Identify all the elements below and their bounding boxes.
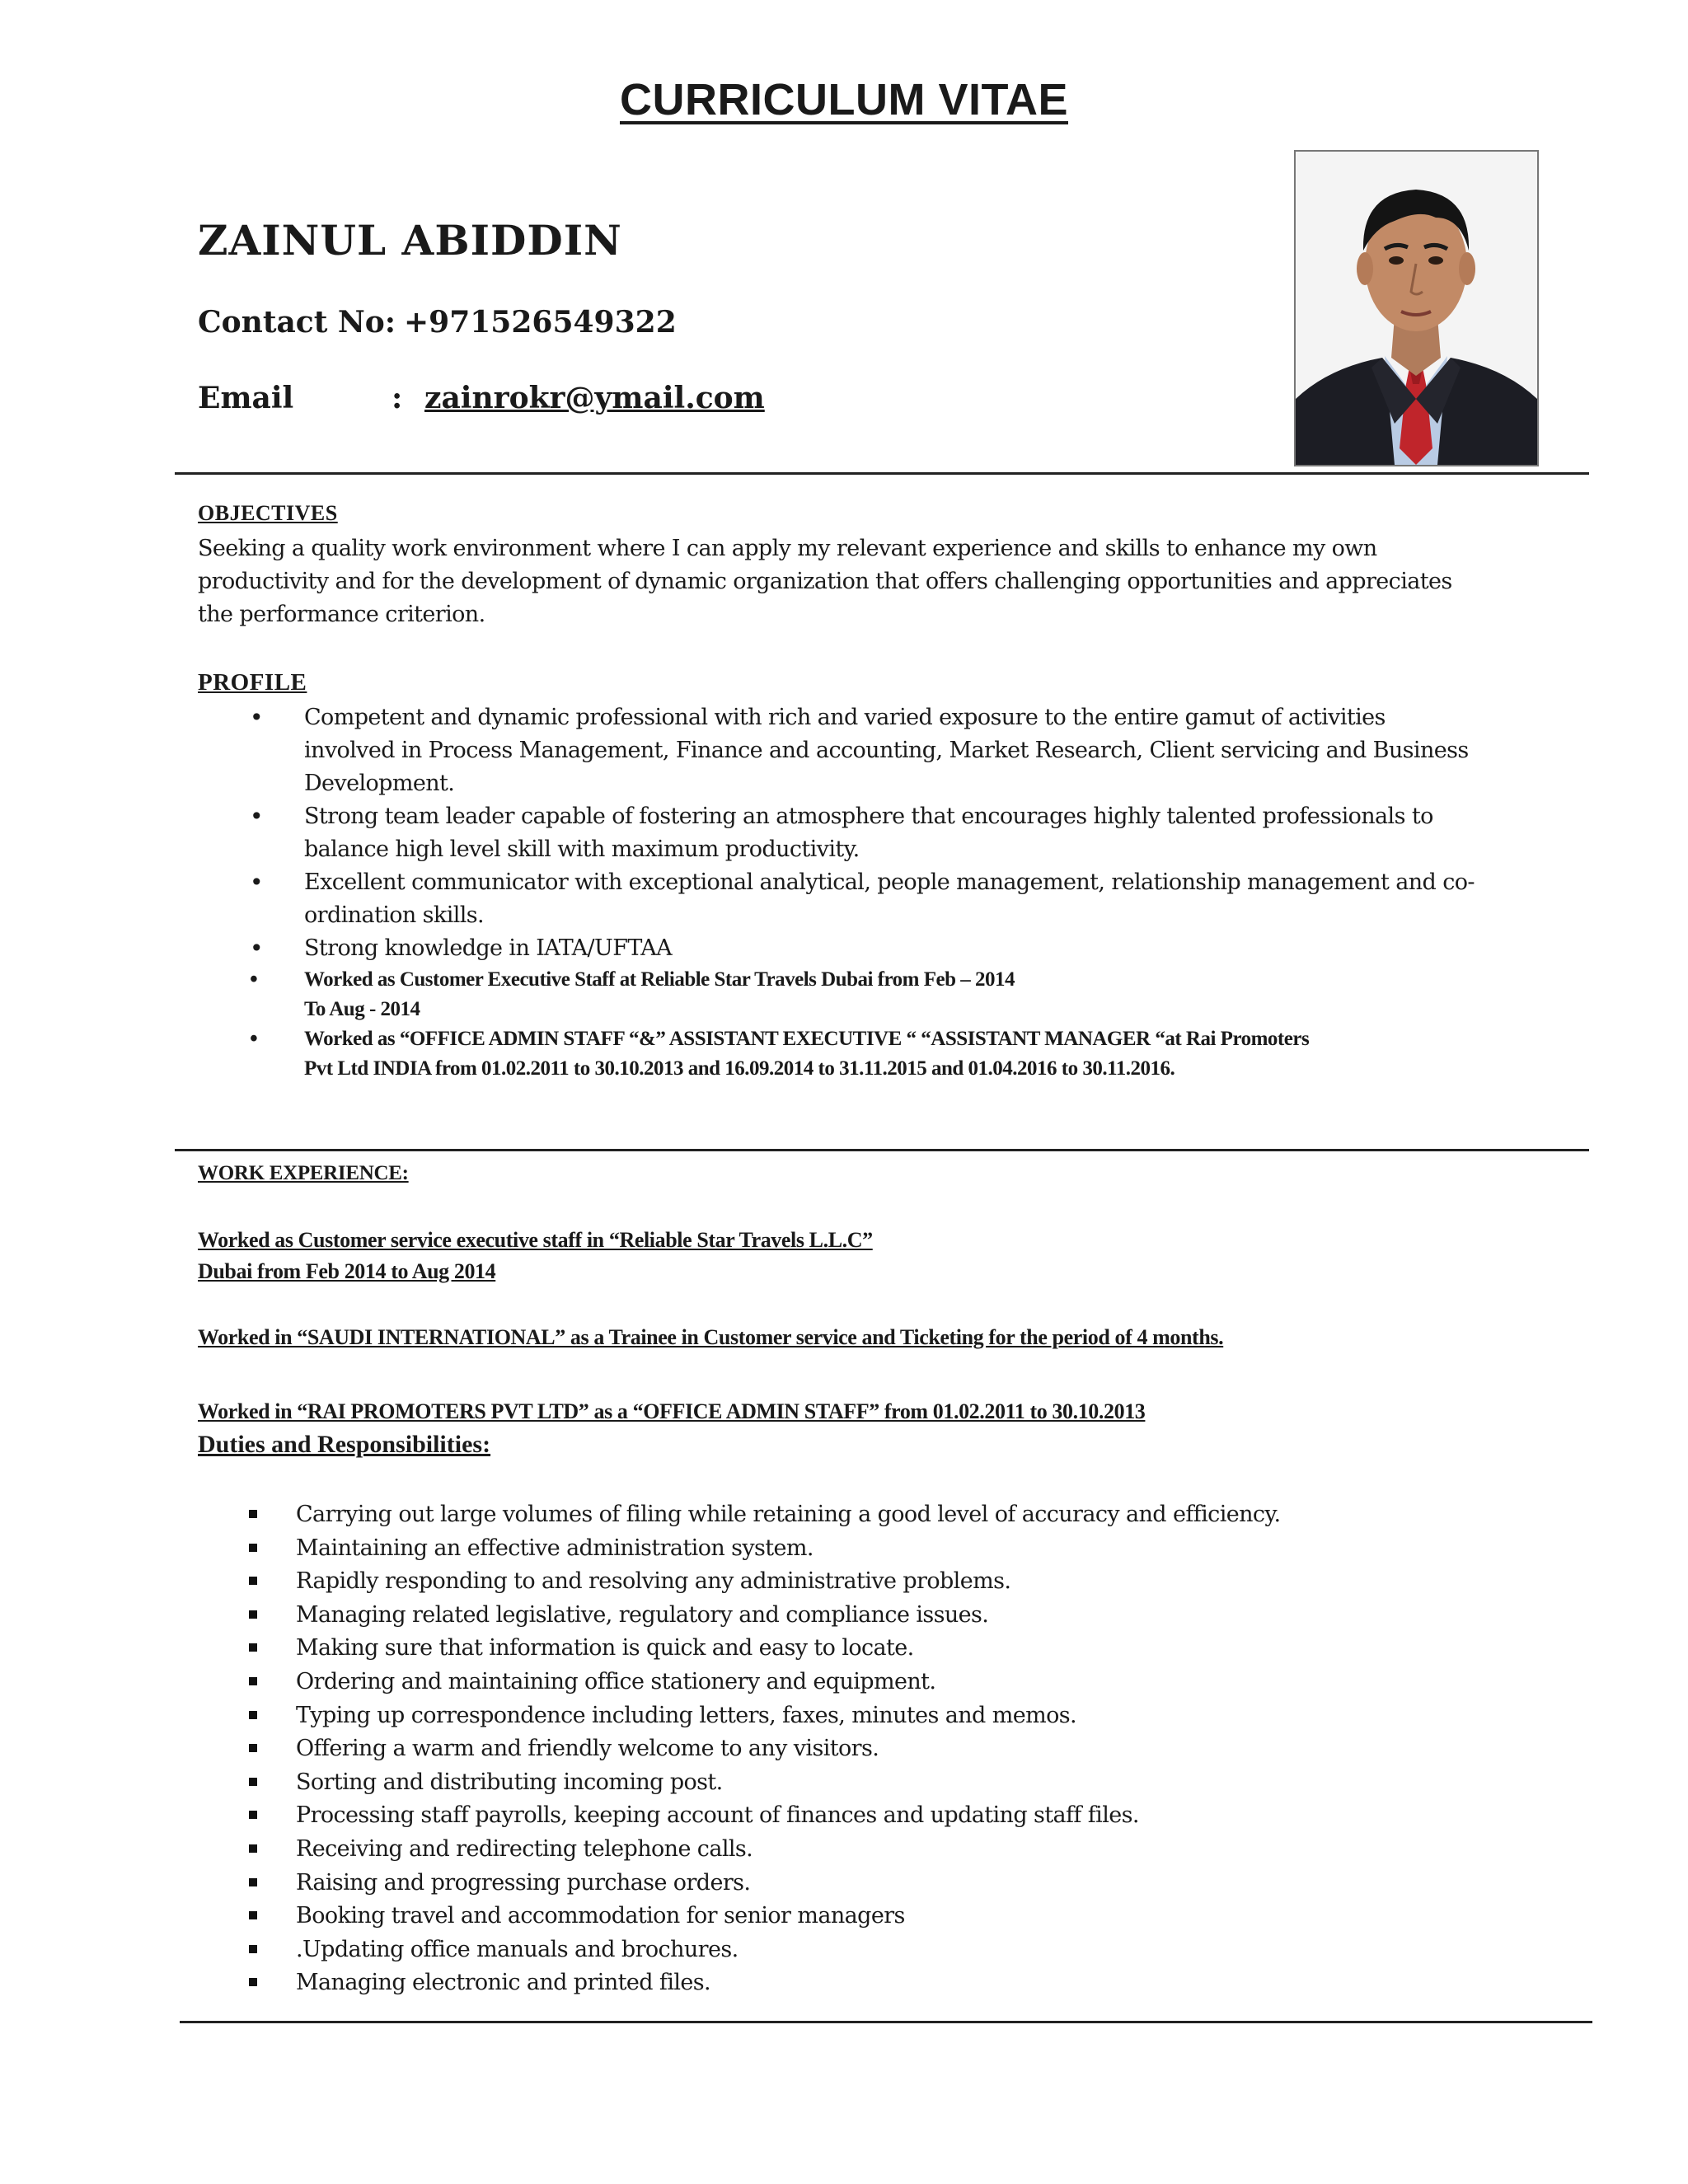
email-link[interactable]: zainrokr@ymail.com [424, 381, 765, 415]
profile-item-line: • Excellent communicator with exceptional analytical, people management, relationship management and co- [304, 869, 1475, 895]
profile-item-line: involved in Process Management, Finance and accounting, Market Research, Client servicing and Business [304, 738, 1469, 763]
profile-item-line: • Strong knowledge in IATA/UFTAA [304, 935, 673, 961]
contact-row [198, 305, 677, 340]
objectives-line: productivity and for the development of dynamic organization that offers challenging opportunities and appreciates [198, 569, 1452, 594]
duty-item: Typing up correspondence including letters, faxes, minutes and memos. [198, 1699, 1599, 1733]
profile-item [206, 800, 1607, 866]
profile-item [206, 866, 1607, 932]
profile-item [206, 932, 1607, 965]
duty-item: Maintaining an effective administration system. [198, 1532, 1599, 1566]
objectives-heading: OBJECTIVES [198, 501, 338, 525]
profile-list [206, 701, 1607, 1084]
duty-item: Processing staff payrolls, keeping account of finances and updating staff files. [198, 1799, 1599, 1833]
work-entry-1-line-2: Dubai from Feb 2014 to Aug 2014 [198, 1259, 496, 1283]
duty-item: Offering a warm and friendly welcome to any visitors. [198, 1732, 1599, 1766]
profile-item-line: • Competent and dynamic professional with rich and varied exposure to the entire gamut of activities [304, 705, 1386, 730]
divider-header [175, 472, 1589, 475]
profile-item-line: • Worked as Customer Executive Staff at Reliable Star Travels Dubai from Feb – 2014 [304, 968, 1015, 991]
work-entry-2: Worked in “SAUDI INTERNATIONAL” as a Trainee in Customer service and Ticketing for the period of 4 months. [198, 1325, 1224, 1349]
duty-item: Ordering and maintaining office stationery and equipment. [198, 1666, 1599, 1699]
work-experience-heading: WORK EXPERIENCE: [198, 1162, 409, 1184]
duty-item: Making sure that information is quick and easy to locate. [198, 1632, 1599, 1666]
duty-item: .Updating office manuals and brochures. [198, 1933, 1599, 1967]
duty-item: Sorting and distributing incoming post. [198, 1766, 1599, 1800]
work-entry-3: Worked in “RAI PROMOTERS PVT LTD” as a “OFFICE ADMIN STAFF” from 01.02.2011 to 30.10.2013 [198, 1399, 1146, 1423]
divider-bottom [180, 2021, 1592, 2023]
profile-item-line: To Aug - 2014 [304, 998, 420, 1020]
profile-item-bold [206, 1024, 1607, 1084]
duty-item: Managing electronic and printed files. [198, 1966, 1599, 2000]
duty-item: Raising and progressing purchase orders. [198, 1867, 1599, 1900]
profile-item-line: • Worked as “OFFICE ADMIN STAFF “&” ASSISTANT EXECUTIVE “ “ASSISTANT MANAGER “at Rai Promoters [304, 1028, 1310, 1050]
objectives-line: the performance criterion. [198, 602, 485, 627]
profile-photo [1294, 150, 1539, 466]
profile-heading: PROFILE [198, 669, 307, 696]
contact-number: +971526549322 [404, 305, 677, 340]
document-title: CURRICULUM VITAE [620, 75, 1068, 124]
divider-profile [175, 1149, 1589, 1151]
duty-item: Carrying out large volumes of filing while retaining a good level of accuracy and efficiency. [198, 1498, 1599, 1532]
profile-item-line: Pvt Ltd INDIA from 01.02.2011 to 30.10.2013 and 16.09.2014 to 31.11.2015 and 01.04.2016 to 30.11.2016. [304, 1057, 1175, 1080]
duty-item: Rapidly responding to and resolving any administrative problems. [198, 1565, 1599, 1599]
duties-list [198, 1498, 1599, 2000]
email-label: Email [198, 381, 294, 415]
email-row [198, 381, 765, 415]
profile-item-line: Development. [304, 771, 455, 796]
duty-item: Managing related legislative, regulatory and compliance issues. [198, 1599, 1599, 1633]
contact-label: Contact No: [198, 305, 396, 340]
duty-item: Receiving and redirecting telephone calls. [198, 1833, 1599, 1867]
objectives-line: Seeking a quality work environment where I can apply my relevant experience and skills to enhance my own [198, 536, 1377, 561]
profile-item-line: • Strong team leader capable of fostering an atmosphere that encourages highly talented professionals to [304, 804, 1433, 829]
work-entry-1-line-1: Worked as Customer service executive staff in “Reliable Star Travels L.L.C” [198, 1228, 873, 1252]
profile-item-line: balance high level skill with maximum productivity. [304, 837, 860, 862]
email-separator: : [392, 381, 403, 415]
objectives-text [198, 532, 1599, 631]
duty-item: Booking travel and accommodation for senior managers [198, 1900, 1599, 1933]
duties-heading: Duties and Responsibilities: [198, 1431, 491, 1458]
profile-item-line: ordination skills. [304, 902, 485, 928]
candidate-name: ZAINUL ABIDDIN [198, 216, 622, 265]
portrait-image [1296, 152, 1537, 465]
profile-item-bold [206, 965, 1607, 1024]
profile-item [206, 701, 1607, 800]
